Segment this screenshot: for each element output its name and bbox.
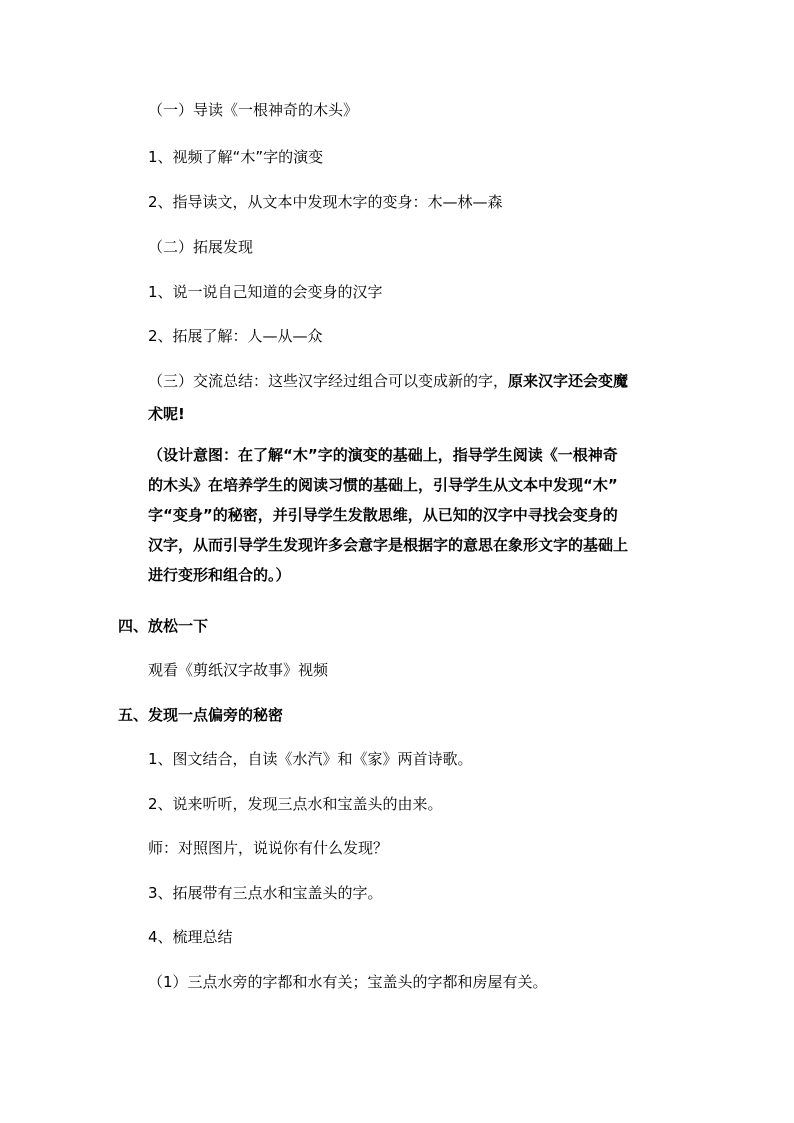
subheading-guided-reading: （一）导读《一根神奇的木头》	[148, 101, 359, 119]
subheading-extended-discovery: （二）拓展发现	[148, 238, 254, 256]
list-item: 1、图文结合，自读《水汽》和《家》两首诗歌。	[148, 750, 473, 768]
list-item: 师：对照图片，说说你有什么发现？	[148, 839, 389, 857]
list-item: 2、说来听听，发现三点水和宝盖头的由来。	[148, 795, 443, 813]
summary-emphasis: 原来汉字还会变魔	[508, 372, 629, 390]
list-item: 2、拓展了解：人—从—众	[148, 327, 323, 345]
section-heading-relax: 四、放松一下	[118, 617, 209, 635]
section-heading-radicals: 五、发现一点偏旁的秘密	[118, 706, 284, 724]
design-intent-paragraph	[148, 440, 688, 590]
design-intent-line: （设计意图：在了解“木”字的演变的基础上，指导学生阅读《一根神奇	[148, 446, 618, 464]
list-item: 2、指导读文，从文本中发现木字的变身：木—林—森	[148, 193, 503, 211]
list-item: 1、说一说自己知道的会变身的汉字	[148, 283, 383, 301]
design-intent-line: 字“变身”的秘密，并引导学生发散思维，从已知的汉字中寻找会变身的	[148, 506, 618, 524]
design-intent-line: 汉字，从而引导学生发现许多会意字是根据字的意思在象形文字的基础上	[148, 536, 629, 554]
design-intent-line: 进行变形和组合的。）	[148, 566, 291, 584]
summary-emphasis-continued: 术呢!	[148, 405, 185, 423]
list-item: （1）三点水旁的字都和水有关；宝盖头的字都和房屋有关。	[148, 973, 548, 991]
design-intent-line: 的木头》在培养学生的阅读习惯的基础上，引导学生从文本中发现“木”	[148, 476, 618, 494]
list-item: 3、拓展带有三点水和宝盖头的字。	[148, 884, 383, 902]
summary-paragraph-line1	[148, 370, 628, 392]
summary-text: （三）交流总结：这些汉字经过组合可以变成新的字，	[148, 372, 509, 390]
list-item: 4、梳理总结	[148, 928, 233, 946]
list-item: 观看《剪纸汉字故事》视频	[148, 661, 329, 679]
list-item: 1、视频了解“木”字的演变	[148, 148, 324, 166]
